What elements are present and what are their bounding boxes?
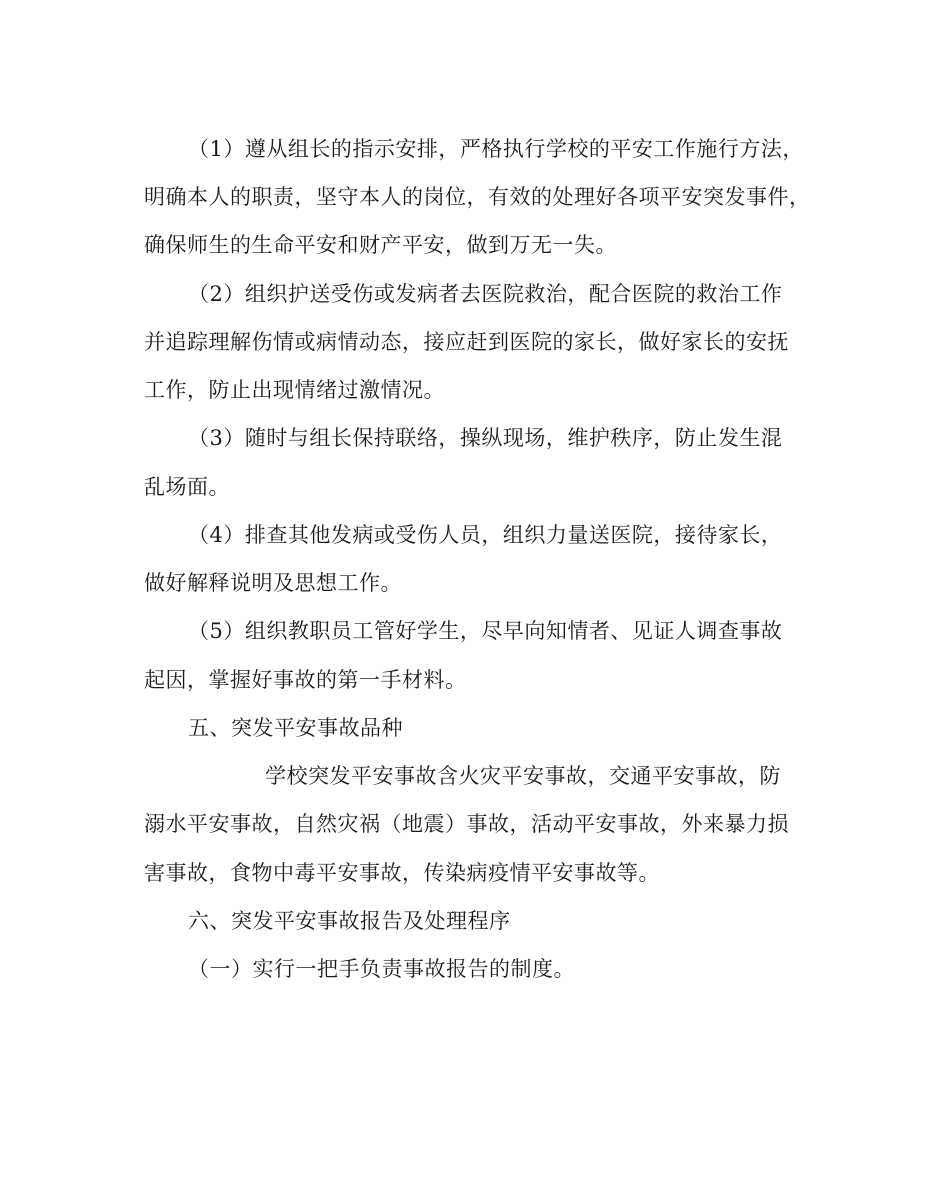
text-line-7: （3）随时与组长保持联络，操纵现场，维护秩序，防止发生混 bbox=[188, 426, 783, 450]
text-line-4: （2）组织护送受伤或发病者去医院救治，配合医院的救治工作 bbox=[188, 282, 783, 306]
text-line-11: （5）组织教职员工管好学生，尽早向知情者、见证人调查事故 bbox=[188, 619, 783, 643]
text-line-15: 溺水平安事故，自然灾祸（地震）事故，活动平安事故，外来暴力损 bbox=[144, 812, 789, 836]
section-heading-5: 五、突发平安事故品种 bbox=[188, 716, 403, 740]
text-line-3: 确保师生的生命平安和财产平安，做到万无一失。 bbox=[144, 233, 617, 257]
text-line-2: 明确本人的职责，坚守本人的岗位，有效的处理好各项平安突发事件， bbox=[144, 185, 811, 209]
text-line-14: 学校突发平安事故含火灾平安事故，交通平安事故，防 bbox=[265, 764, 781, 788]
text-line-6: 工作，防止出现情绪过激情况。 bbox=[144, 378, 445, 402]
text-line-9: （4）排查其他发病或受伤人员，组织力量送医院，接待家长， bbox=[188, 523, 783, 547]
text-line-10: 做好解释说明及思想工作。 bbox=[144, 571, 402, 595]
text-line-5: 并追踪理解伤情或病情动态，接应赶到医院的家长，做好家长的安抚 bbox=[144, 330, 789, 354]
text-line-12: 起因，掌握好事故的第一手材料。 bbox=[144, 668, 467, 692]
text-line-8: 乱场面。 bbox=[144, 475, 230, 499]
section-heading-6: 六、突发平安事故报告及处理程序 bbox=[188, 909, 511, 933]
text-line-16: 害事故，食物中毒平安事故，传染病疫情平安事故等。 bbox=[144, 861, 660, 885]
text-line-1: （1）遵从组长的指示安排，严格执行学校的平安工作施行方法， bbox=[188, 137, 804, 161]
sub-heading-1: （一）实行一把手负责事故报告的制度。 bbox=[188, 957, 575, 981]
